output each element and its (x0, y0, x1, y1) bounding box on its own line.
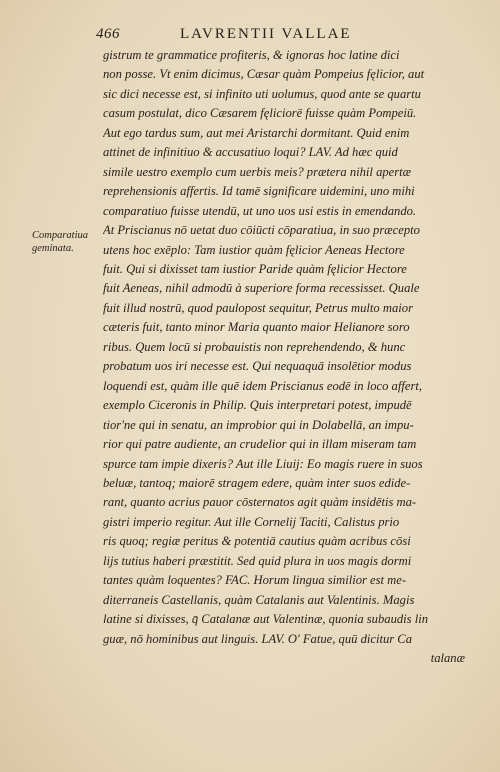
text-line: tantes quàm loquentes? FAC. Horum lingua similior est me- (103, 573, 407, 588)
text-line: rant, quanto acrius pauor cōsternatos agit quàm insidētis ma- (103, 495, 417, 510)
body-text (103, 46, 465, 669)
text-line: gistri imperio regitur. Aut ille Cornelij Taciti, Calistus prio (103, 514, 400, 529)
text-line: simile uestro exemplo cum uerbis meis? prætera nihil apertæ (103, 164, 412, 179)
text-line: spurce tam impie dixeris? Aut ille Liuij: Eo magis ruere in suos (103, 456, 423, 471)
page-number: 466 (96, 26, 120, 42)
margin-note (32, 229, 98, 255)
text-line: gistrum te grammatice profiteris, & ignoras hoc latine dici (103, 48, 400, 62)
text-line: tior'ne qui in senatu, an improbior qui in Dolabellā, an impu- (103, 417, 414, 432)
text-line: rior qui patre audiente, an crudelior qui in illam miseram tam (103, 437, 417, 452)
text-line: casum postulat, dico Cæsarem fęliciorē fuisse quàm Pompeiū. (103, 106, 417, 121)
text-line: latine si dixisses, q̄ Catalanæ aut Valentinæ, quonia subaudis lin (103, 612, 429, 627)
text-line: non posse. Vt enim dicimus, Cæsar quàm Pompeius fęlicior, aut (103, 67, 425, 82)
text-line: exemplo Ciceronis in Philip. Quis interpretari potest, impudē (103, 398, 412, 413)
margin-note-line: Comparatiua (32, 230, 89, 241)
text-line: fuit. Qui si dixisset tam iustior Paride quàm fęlicior Hectore (103, 261, 407, 276)
text-line: guæ, nō hominibus aut linguis. LAV. O' Fatue, quū dicitur Ca (103, 631, 412, 646)
text-line: beluæ, tantoq; maiorē stragem edere, quàm inter suos edide- (103, 475, 411, 490)
text-line: fuit Aeneas, nihil admodū à superiore forma recessisset. Quale (103, 281, 420, 296)
text-line: loquendi est, quàm ille quē idem Priscianus eodē in loco affert, (103, 378, 422, 393)
text-line: lijs tutius haberi præstitit. Sed quid plura in uos magis dormi (103, 553, 412, 568)
text-line: attinet de infinitiuo & accusatiuo loqui? LAV. Ad hæc quid (103, 145, 398, 160)
text-line: At Priscianus nō uetat duo cōiūcti cōparatiua, in suo præcepto (103, 223, 420, 238)
text-line: reprehensionis affertis. Id tamē significare uidemini, uno mihi (103, 184, 415, 199)
catchword: talanæ (430, 651, 465, 666)
text-line: sic dici necesse est, si infinito uti uolumus, quod ante se quartu (103, 86, 421, 101)
text-line: comparatiuo fuisse utendū, ut uno uos usi estis in emendando. (103, 203, 417, 218)
text-line: ribus. Quem locū si probauistis non reprehendendo, & hunc (103, 339, 406, 354)
text-line: Aut ego tardus sum, aut mei Aristarchi dormitant. Quid enim (103, 125, 410, 140)
text-line: utens hoc exēplo: Tam iustior quàm fęlicior Aeneas Hectore (103, 242, 405, 257)
margin-note-line: geminata. (32, 243, 74, 254)
text-line: diterraneis Castellanis, quàm Catalanis aut Valentinis. Magis (103, 592, 415, 607)
text-line: ris quoq; regiæ peritus & potentiā cautius quàm acribus cōsi (103, 534, 411, 549)
text-line: fuit illud nostrū, quod paulopost sequitur, Petrus multo maior (103, 300, 413, 315)
text-line: cæteris fuit, tanto minor Maria quanto maior Helianore soro (103, 320, 410, 335)
text-line: probatum uos iri necesse est. Qui nequaquā insolētior modus (103, 359, 412, 374)
running-head: LAVRENTII VALLAE (180, 26, 352, 42)
